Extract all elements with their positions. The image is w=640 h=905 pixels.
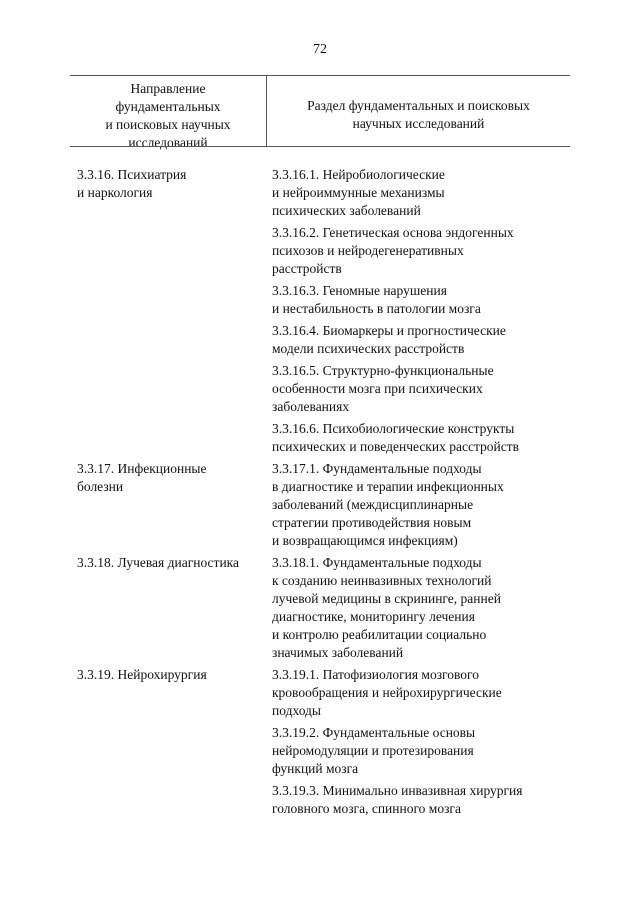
table-top-rule [70,75,570,76]
table-row [77,166,570,460]
table-row [77,554,570,666]
sections-cell [272,460,570,554]
table-header-bottom-rule [70,146,570,147]
header-section-column: Раздел фундаментальных и поисковых научных исследований [307,98,530,131]
direction-cell: 3.3.16. Психиатрия и наркология [77,167,187,200]
section-item: 3.3.19.2. Фундаментальные основы нейромодуляции и протезирования функций мозга [272,725,476,776]
table-row [77,460,570,554]
header-direction-column: Направление фундаментальных и поисковых научных исследований [105,81,231,150]
sections-cell [272,666,570,822]
table-body [77,166,570,822]
sections-cell [272,166,570,460]
section-item: 3.3.16.1. Нейробиологические и нейроиммунные механизмы психических заболеваний [272,167,445,218]
section-item: 3.3.19.3. Минимально инвазивная хирургия головного мозга, спинного мозга [272,783,523,816]
sections-cell [272,554,570,666]
section-item: 3.3.19.1. Патофизиология мозгового кровообращения и нейрохирургические подходы [272,667,502,718]
direction-cell: 3.3.18. Лучевая диагностика [77,555,240,570]
section-item: 3.3.17.1. Фундаментальные подходы в диагностике и терапии инфекционных заболеваний (междисциплинарные стратегии противодействия новым и возвращающимся инфекциям) [272,461,504,548]
section-item: 3.3.18.1. Фундаментальные подходы к созданию неинвазивных технологий лучевой медицины в скрининге, ранней диагностике, мониторингу лечения и контролю реабилитации социально значимых заболеваний [272,555,501,660]
direction-cell: 3.3.17. Инфекционные болезни [77,461,207,494]
table-row [77,666,570,822]
section-item: 3.3.16.3. Геномные нарушения и нестабильность в патологии мозга [272,283,481,316]
section-item: 3.3.16.2. Генетическая основа эндогенных психозов и нейродегенеративных расстройств [272,225,514,276]
section-item: 3.3.16.5. Структурно-функциональные особенности мозга при психических заболеваниях [272,363,494,414]
section-item: 3.3.16.4. Биомаркеры и прогностические модели психических расстройств [272,323,506,356]
direction-cell: 3.3.19. Нейрохирургия [77,667,207,682]
section-item: 3.3.16.6. Психобиологические конструкты психических и поведенческих расстройств [272,421,520,454]
page-number: 72 [313,42,327,57]
